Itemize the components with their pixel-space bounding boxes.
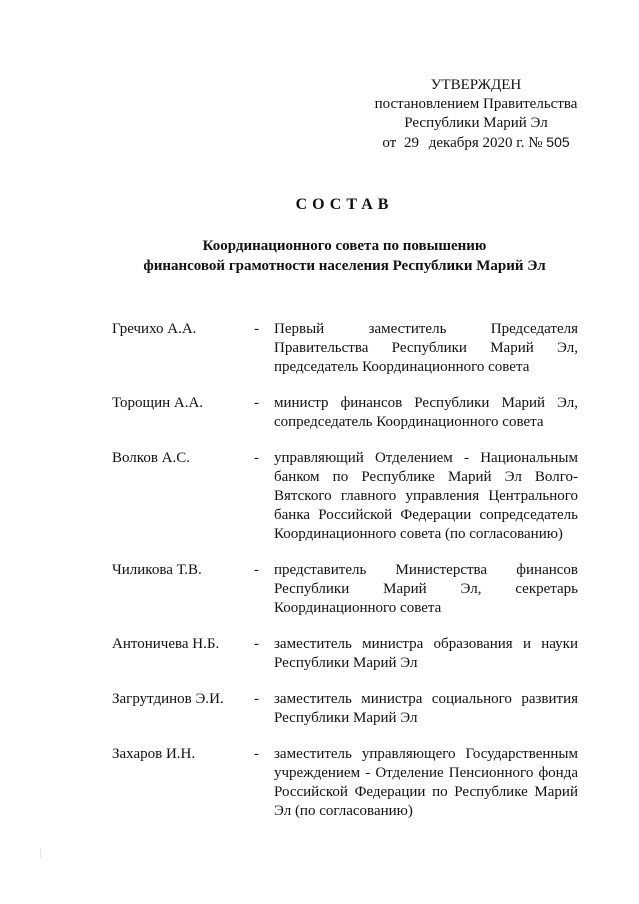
approval-date (360, 133, 592, 153)
member-dash: - (254, 746, 259, 762)
member-row (112, 561, 582, 618)
member-description: заместитель министра социального развития Республики Марий Эл (274, 691, 578, 726)
members-list (112, 320, 582, 838)
member-name: Волков А.С. (112, 450, 190, 466)
member-name: Захаров И.Н. (112, 746, 196, 762)
member-name: Антоничева Н.Б. (112, 636, 220, 652)
member-dash: - (254, 450, 259, 466)
subtitle-line-2: финансовой грамотности населения Республики Марий Эл (143, 258, 546, 274)
approval-number: 505 (546, 134, 570, 150)
member-dash: - (254, 395, 259, 411)
scan-mark (40, 848, 41, 858)
approval-status: УТВЕРЖДЕН (430, 77, 522, 93)
document-subtitle (0, 236, 639, 276)
member-description: заместитель министра образования и науки Республики Марий Эл (274, 636, 578, 671)
approval-stamp (360, 76, 592, 153)
member-dash: - (254, 636, 259, 652)
member-name: Гречихо А.А. (112, 321, 197, 337)
member-row (112, 635, 582, 673)
approval-date-prefix: от (382, 135, 397, 151)
member-row (112, 690, 582, 728)
member-row (112, 394, 582, 432)
subtitle-line-1: Координационного совета по повышению (202, 238, 487, 254)
member-dash: - (254, 562, 259, 578)
approval-date-rest: декабря 2020 г. № (428, 135, 543, 151)
member-name: Торощин А.А. (112, 395, 204, 411)
member-row (112, 320, 582, 377)
member-dash: - (254, 691, 259, 707)
member-description: Первый заместитель Председателя Правительства Республики Марий Эл, председатель Координационного совета (274, 321, 578, 375)
approval-date-day: 29 (403, 135, 419, 151)
member-dash: - (254, 321, 259, 337)
member-description: заместитель управляющего Государственным учреждением - Отделение Пенсионного фонда Российской Федерации по Республике Марий Эл (по согласованию) (274, 746, 578, 819)
member-description: министр финансов Республики Марий Эл, сопредседатель Координационного совета (274, 395, 578, 430)
member-row (112, 449, 582, 544)
member-description: управляющий Отделением - Национальным банком по Республике Марий Эл Волго-Вятского главного управления Центрального банка Российской Федерации сопредседатель Координационного совета (по согласованию) (274, 450, 578, 542)
member-name: Загрутдинов Э.И. (112, 691, 224, 707)
document-title: СОСТАВ (295, 196, 394, 213)
approval-line-2: Республики Марий Эл (404, 115, 548, 131)
member-description: представитель Министерства финансов Республики Марий Эл, секретарь Координационного совета (274, 562, 578, 616)
member-name: Чиликова Т.В. (112, 562, 202, 578)
member-row (112, 745, 582, 821)
approval-line-1: постановлением Правительства (374, 96, 578, 112)
